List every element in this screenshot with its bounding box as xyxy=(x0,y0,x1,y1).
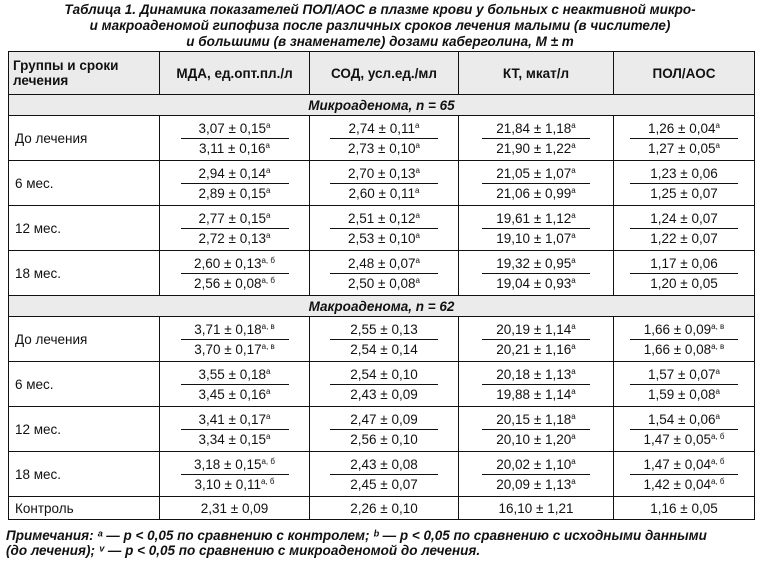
denominator-mark: a xyxy=(715,140,720,150)
numerator-mark: a xyxy=(571,165,576,175)
numerator-value: 1,24 ± 0,07 xyxy=(650,210,718,226)
numerator xyxy=(181,455,289,475)
table-row xyxy=(9,116,755,161)
fraction xyxy=(482,320,590,359)
numerator xyxy=(630,254,738,274)
numerator-mark: a xyxy=(266,165,271,175)
denominator-mark: a xyxy=(571,476,576,486)
value-cell xyxy=(459,317,614,362)
denominator-value: 19,10 ± 1,07 xyxy=(496,230,572,246)
denominator-mark: а, в xyxy=(711,341,725,351)
denominator xyxy=(482,385,590,404)
row-label: 6 мес. xyxy=(9,161,160,206)
header-row xyxy=(9,52,755,95)
fraction xyxy=(630,320,738,359)
denominator xyxy=(181,229,289,248)
denominator-mark: а, в xyxy=(261,341,275,351)
denominator-value: 3,45 ± 0,16 xyxy=(198,386,266,402)
value-cell xyxy=(160,317,310,362)
data-table xyxy=(8,51,755,520)
denominator-value: 1,27 ± 0,05 xyxy=(648,140,716,156)
row-label: До лечения xyxy=(9,317,160,362)
denominator xyxy=(330,340,438,359)
numerator xyxy=(630,410,738,430)
value-cell xyxy=(310,161,459,206)
row-label: Контроль xyxy=(9,497,160,520)
numerator xyxy=(181,410,289,430)
denominator-value: 2,45 ± 0,07 xyxy=(350,476,418,492)
numerator-value: 3,55 ± 0,18 xyxy=(198,366,266,382)
numerator-value: 2,74 ± 0,11 xyxy=(348,120,415,136)
table-row xyxy=(9,407,755,452)
numerator-value: 2,94 ± 0,14 xyxy=(198,165,266,181)
denominator xyxy=(330,139,438,158)
numerator-value: 19,61 ± 1,12 xyxy=(496,210,572,226)
row-label: 6 мес. xyxy=(9,362,160,407)
denominator xyxy=(630,229,738,248)
fraction xyxy=(181,209,289,248)
value-cell xyxy=(459,206,614,251)
denominator xyxy=(482,274,590,293)
numerator xyxy=(630,455,738,475)
denominator-mark: а, б xyxy=(260,476,275,486)
value-cell xyxy=(614,452,755,497)
fraction xyxy=(181,455,289,494)
numerator-value: 2,51 ± 0,12 xyxy=(348,210,416,226)
denominator-value: 2,73 ± 0,10 xyxy=(348,140,416,156)
denominator xyxy=(482,229,590,248)
denominator-value: 2,72 ± 0,13 xyxy=(198,230,266,246)
control-value: 16,10 ± 1,21 xyxy=(459,497,614,520)
column-header: КТ, мкат/л xyxy=(459,52,614,95)
fraction xyxy=(482,455,590,494)
row-label: До лечения xyxy=(9,116,160,161)
numerator-mark: a xyxy=(415,210,420,220)
denominator-value: 2,56 ± 0,08 xyxy=(194,275,262,291)
denominator-value: 2,53 ± 0,10 xyxy=(348,230,416,246)
denominator xyxy=(630,385,738,404)
numerator-value: 1,26 ± 0,04 xyxy=(648,120,716,136)
value-cell xyxy=(459,251,614,296)
caption-line-1: Таблица 1. Динамика показателей ПОЛ/АОС в плазме крови у больных с неактивной микро- xyxy=(64,2,696,17)
numerator-value: 2,47 ± 0,09 xyxy=(350,411,418,427)
table-notes xyxy=(6,528,758,558)
numerator xyxy=(181,209,289,229)
numerator xyxy=(482,365,590,385)
denominator-value: 2,43 ± 0,09 xyxy=(350,386,418,402)
numerator-value: 3,41 ± 0,17 xyxy=(198,411,266,427)
numerator-mark: a xyxy=(266,210,271,220)
denominator-value: 2,89 ± 0,15 xyxy=(198,185,266,201)
value-cell xyxy=(614,251,755,296)
denominator-mark: a xyxy=(266,386,271,396)
numerator xyxy=(482,455,590,475)
denominator xyxy=(181,340,289,359)
numerator-mark: a xyxy=(715,411,720,421)
numerator xyxy=(330,254,438,274)
numerator-mark: a xyxy=(571,210,576,220)
numerator-value: 2,54 ± 0,10 xyxy=(350,366,418,382)
value-cell xyxy=(459,407,614,452)
denominator xyxy=(482,475,590,494)
control-value: 2,31 ± 0,09 xyxy=(160,497,310,520)
denominator xyxy=(181,475,289,494)
row-label: 18 мес. xyxy=(9,452,160,497)
denominator-mark: a xyxy=(415,230,420,240)
numerator-value: 20,15 ± 1,18 xyxy=(496,411,572,427)
value-cell xyxy=(310,452,459,497)
numerator xyxy=(482,254,590,274)
numerator xyxy=(181,254,289,274)
numerator-mark: а, б xyxy=(710,456,725,466)
numerator-value: 1,23 ± 0,06 xyxy=(650,165,718,181)
numerator-value: 20,19 ± 1,14 xyxy=(496,321,572,337)
fraction xyxy=(330,455,438,494)
denominator-mark: a xyxy=(571,275,576,285)
numerator xyxy=(330,455,438,475)
numerator xyxy=(630,164,738,184)
fraction xyxy=(630,164,738,203)
numerator xyxy=(482,320,590,340)
denominator-value: 3,11 ± 0,16 xyxy=(199,140,266,156)
denominator-value: 2,50 ± 0,08 xyxy=(348,275,416,291)
numerator-mark: a xyxy=(571,411,576,421)
denominator xyxy=(181,139,289,158)
fraction xyxy=(181,119,289,158)
fraction xyxy=(330,119,438,158)
denominator-mark: a xyxy=(266,185,271,195)
value-cell xyxy=(310,317,459,362)
value-cell xyxy=(614,362,755,407)
numerator-mark: a xyxy=(571,255,576,265)
column-header: Группы и сроки лечения xyxy=(9,52,160,95)
table-row xyxy=(9,206,755,251)
denominator-value: 3,34 ± 0,15 xyxy=(198,431,266,447)
table-row xyxy=(9,362,755,407)
value-cell xyxy=(310,407,459,452)
numerator-value: 21,05 ± 1,07 xyxy=(496,165,572,181)
notes-line-2: (до лечения); ᵛ — p < 0,05 по сравнению с микроаденомой до лечения. xyxy=(6,543,481,558)
value-cell xyxy=(614,317,755,362)
fraction xyxy=(630,119,738,158)
denominator-value: 1,47 ± 0,05 xyxy=(643,431,711,447)
section-title: Макроаденома, n = 62 xyxy=(9,296,755,317)
fraction xyxy=(330,410,438,449)
denominator xyxy=(330,475,438,494)
denominator xyxy=(482,340,590,359)
denominator xyxy=(330,385,438,404)
denominator xyxy=(181,274,289,293)
numerator-mark: а, в xyxy=(261,321,275,331)
denominator-mark: a xyxy=(415,275,420,285)
fraction xyxy=(181,164,289,203)
denominator-value: 20,21 ± 1,16 xyxy=(496,341,572,357)
numerator-value: 2,77 ± 0,15 xyxy=(198,210,266,226)
fraction xyxy=(630,365,738,404)
numerator-mark: а, б xyxy=(261,255,275,265)
numerator xyxy=(630,365,738,385)
numerator-value: 20,18 ± 1,13 xyxy=(496,366,572,382)
caption-line-3: и большими (в знаменателе) дозами каберголина, M ± m xyxy=(186,34,574,49)
value-cell xyxy=(160,116,310,161)
value-cell xyxy=(160,161,310,206)
numerator-value: 20,02 ± 1,10 xyxy=(496,456,572,472)
denominator xyxy=(330,229,438,248)
numerator xyxy=(181,365,289,385)
numerator-value: 1,17 ± 0,06 xyxy=(650,255,718,271)
denominator-value: 1,20 ± 0,05 xyxy=(650,275,718,291)
denominator xyxy=(630,475,738,494)
fraction xyxy=(482,119,590,158)
table-row xyxy=(9,161,755,206)
value-cell xyxy=(614,407,755,452)
denominator-mark: a xyxy=(715,386,720,396)
denominator xyxy=(482,139,590,158)
fraction xyxy=(482,209,590,248)
value-cell xyxy=(459,452,614,497)
numerator-mark: a xyxy=(415,255,420,265)
row-label: 18 мес. xyxy=(9,251,160,296)
numerator-mark: a xyxy=(415,165,420,175)
column-header: ПОЛ/АОС xyxy=(614,52,755,95)
denominator-value: 2,60 ± 0,11 xyxy=(348,185,415,201)
numerator xyxy=(482,410,590,430)
denominator xyxy=(181,385,289,404)
denominator xyxy=(330,430,438,449)
denominator-mark: a xyxy=(415,140,420,150)
numerator-value: 2,48 ± 0,07 xyxy=(348,255,416,271)
numerator-mark: а, в xyxy=(711,321,725,331)
value-cell xyxy=(160,407,310,452)
column-header: МДА, ед.опт.пл./л xyxy=(160,52,310,95)
numerator-value: 21,84 ± 1,18 xyxy=(496,120,572,136)
denominator-value: 19,04 ± 0,93 xyxy=(496,275,572,291)
numerator-mark: a xyxy=(266,120,271,130)
value-cell xyxy=(310,116,459,161)
denominator-mark: a xyxy=(571,140,576,150)
denominator-mark: a xyxy=(571,341,576,351)
denominator-mark: a xyxy=(571,431,576,441)
denominator-mark: a xyxy=(265,140,270,150)
value-cell xyxy=(310,362,459,407)
numerator xyxy=(330,320,438,340)
denominator-value: 3,10 ± 0,11 xyxy=(194,476,261,492)
notes-line-1: Примечания: ᵃ — p < 0,05 по сравнению с контролем; ᵇ — p < 0,05 по сравнению с исходными данными xyxy=(6,528,707,543)
value-cell xyxy=(160,206,310,251)
fraction xyxy=(330,254,438,293)
table-row xyxy=(9,317,755,362)
value-cell xyxy=(160,362,310,407)
value-cell xyxy=(160,452,310,497)
numerator-value: 2,70 ± 0,13 xyxy=(348,165,416,181)
value-cell xyxy=(160,251,310,296)
table-body xyxy=(9,95,755,520)
numerator-mark: a xyxy=(415,120,420,130)
numerator-value: 2,55 ± 0,13 xyxy=(350,321,418,337)
denominator-value: 21,90 ± 1,22 xyxy=(496,140,572,156)
numerator xyxy=(630,209,738,229)
denominator xyxy=(330,274,438,293)
numerator xyxy=(181,320,289,340)
value-cell xyxy=(310,206,459,251)
column-header: СОД, усл.ед./мл xyxy=(310,52,459,95)
denominator xyxy=(181,430,289,449)
denominator-mark: a xyxy=(571,185,576,195)
section-row xyxy=(9,95,755,116)
fraction xyxy=(630,254,738,293)
numerator xyxy=(330,119,438,139)
table-row xyxy=(9,452,755,497)
control-value: 2,26 ± 0,10 xyxy=(310,497,459,520)
numerator xyxy=(181,164,289,184)
denominator-value: 20,09 ± 1,13 xyxy=(496,476,572,492)
denominator-value: 1,22 ± 0,07 xyxy=(650,230,718,246)
denominator xyxy=(482,184,590,203)
numerator xyxy=(630,119,738,139)
denominator-value: 2,54 ± 0,14 xyxy=(350,341,418,357)
numerator-value: 1,54 ± 0,06 xyxy=(648,411,716,427)
denominator-value: 1,59 ± 0,08 xyxy=(648,386,716,402)
denominator-mark: a xyxy=(415,185,420,195)
denominator-value: 3,70 ± 0,17 xyxy=(194,341,262,357)
value-cell xyxy=(614,116,755,161)
denominator-value: 1,42 ± 0,04 xyxy=(643,476,711,492)
row-label: 12 мес. xyxy=(9,206,160,251)
numerator-mark: a xyxy=(571,120,576,130)
denominator-mark: a xyxy=(266,230,271,240)
caption-line-2: и макроаденомой гипофиза после различных сроков лечения малыми (в числителе) xyxy=(89,18,671,33)
denominator-value: 21,06 ± 0,99 xyxy=(496,185,572,201)
numerator xyxy=(330,209,438,229)
fraction xyxy=(330,164,438,203)
denominator xyxy=(630,139,738,158)
numerator xyxy=(330,410,438,430)
fraction xyxy=(482,254,590,293)
numerator-value: 2,60 ± 0,13 xyxy=(194,255,262,271)
section-row xyxy=(9,296,755,317)
numerator xyxy=(482,119,590,139)
numerator-value: 1,57 ± 0,07 xyxy=(648,366,716,382)
fraction xyxy=(181,410,289,449)
numerator-mark: а, б xyxy=(261,456,275,466)
numerator-mark: a xyxy=(571,456,576,466)
numerator xyxy=(330,164,438,184)
numerator-mark: a xyxy=(715,120,720,130)
numerator xyxy=(181,119,289,139)
control-row xyxy=(9,497,755,520)
fraction xyxy=(330,365,438,404)
numerator-value: 2,43 ± 0,08 xyxy=(350,456,418,472)
fraction xyxy=(482,164,590,203)
fraction xyxy=(181,320,289,359)
denominator xyxy=(630,184,738,203)
denominator-mark: а, б xyxy=(710,476,725,486)
table-caption xyxy=(0,2,760,50)
fraction xyxy=(630,455,738,494)
denominator-value: 1,66 ± 0,08 xyxy=(643,341,712,357)
value-cell xyxy=(459,161,614,206)
numerator xyxy=(630,320,738,340)
denominator-value: 20,10 ± 1,20 xyxy=(496,431,572,447)
fraction xyxy=(181,254,289,293)
denominator xyxy=(482,430,590,449)
fraction xyxy=(630,410,738,449)
numerator-value: 3,18 ± 0,15 xyxy=(194,456,262,472)
denominator xyxy=(630,430,738,449)
fraction xyxy=(181,365,289,404)
denominator xyxy=(181,184,289,203)
row-label: 12 мес. xyxy=(9,407,160,452)
value-cell xyxy=(459,116,614,161)
denominator-mark: a xyxy=(571,386,576,396)
fraction xyxy=(630,209,738,248)
value-cell xyxy=(614,161,755,206)
denominator-value: 2,56 ± 0,10 xyxy=(350,431,418,447)
denominator xyxy=(630,274,738,293)
denominator-mark: a xyxy=(571,230,576,240)
section-title: Микроаденома, n = 65 xyxy=(9,95,755,116)
denominator-mark: а, б xyxy=(710,431,725,441)
numerator-mark: a xyxy=(715,366,720,376)
denominator-mark: а, б xyxy=(261,275,275,285)
numerator-value: 3,07 ± 0,15 xyxy=(198,120,266,136)
fraction xyxy=(330,320,438,359)
denominator-value: 19,88 ± 1,14 xyxy=(496,386,572,402)
denominator-mark: a xyxy=(266,431,271,441)
fraction xyxy=(482,410,590,449)
denominator xyxy=(330,184,438,203)
table-row xyxy=(9,251,755,296)
numerator-mark: a xyxy=(266,366,271,376)
fraction xyxy=(482,365,590,404)
numerator-value: 3,71 ± 0,18 xyxy=(194,321,262,337)
numerator-value: 19,32 ± 0,95 xyxy=(496,255,572,271)
value-cell xyxy=(459,362,614,407)
denominator xyxy=(630,340,738,359)
control-value: 1,16 ± 0,05 xyxy=(614,497,755,520)
value-cell xyxy=(614,206,755,251)
numerator xyxy=(482,164,590,184)
denominator-value: 1,25 ± 0,07 xyxy=(650,185,718,201)
numerator-mark: a xyxy=(571,321,576,331)
numerator-mark: a xyxy=(571,366,576,376)
value-cell xyxy=(310,251,459,296)
fraction xyxy=(330,209,438,248)
numerator xyxy=(330,365,438,385)
numerator-value: 1,66 ± 0,09 xyxy=(643,321,712,337)
numerator xyxy=(482,209,590,229)
numerator-value: 1,47 ± 0,04 xyxy=(643,456,711,472)
numerator-mark: a xyxy=(266,411,271,421)
